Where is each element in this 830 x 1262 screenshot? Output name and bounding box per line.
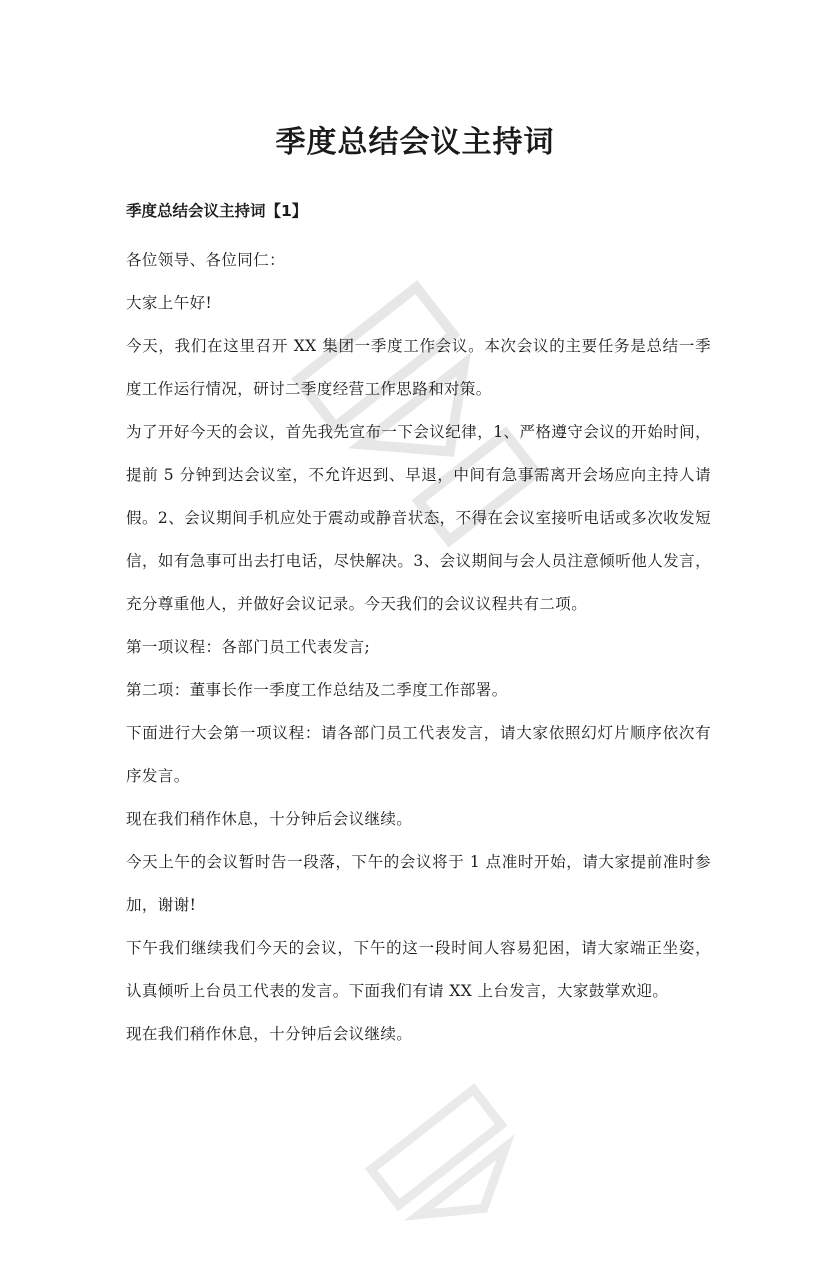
salutation-paragraph: 大家上午好! xyxy=(126,294,213,312)
discipline-paragraph: 为了开好今天的会议，首先我先宣布一下会议纪律，1、严格遵守会议的开始时间，提前 5 分钟到达会议室，不允许迟到、早退，中间有急事需离开会场应向主持人请假。2、会议期间手机应处于震动或静音状态，不得在会议室接听电话或多次收发短信，如有急事可出去打电话，尽快解决。3、会议期间与会人员注意倾听他人发言，充分尊重他人，并做好会议记录。今天我们的会议议程共有二项。 xyxy=(126,423,711,613)
break-paragraph-2: 现在我们稍作休息，十分钟后会议继续。 xyxy=(126,1025,413,1043)
afternoon-paragraph: 下午我们继续我们今天的会议，下午的这一段时间人容易犯困，请大家端正坐姿，认真倾听上台员工代表的发言。下面我们有请 XX 上台发言，大家鼓掌欢迎。 xyxy=(126,939,711,1000)
greeting-paragraph: 各位领导、各位同仁： xyxy=(126,251,286,269)
document-title: 季度总结会议主持词 xyxy=(275,125,555,161)
agenda-item-2: 第二项：董事长作一季度工作总结及二季度工作部署。 xyxy=(126,681,508,699)
break-paragraph: 现在我们稍作休息，十分钟后会议继续。 xyxy=(126,810,413,828)
section-heading: 季度总结会议主持词【1】 xyxy=(126,202,308,220)
intro-paragraph: 今天，我们在这里召开 XX 集团一季度工作会议。本次会议的主要任务是总结一季度工作运行情况，研讨二季度经营工作思路和对策。 xyxy=(126,337,711,398)
morning-close-paragraph: 今天上午的会议暂时告一段落，下午的会议将于 1 点准时开始，请大家提前准时参加，谢谢! xyxy=(126,853,711,914)
agenda-item-1: 第一项议程：各部门员工代表发言; xyxy=(126,638,371,656)
first-agenda-paragraph: 下面进行大会第一项议程：请各部门员工代表发言，请大家依照幻灯片顺序依次有序发言。 xyxy=(126,724,711,785)
watermark-bottom-icon xyxy=(350,1068,550,1261)
document-body xyxy=(126,196,711,1056)
